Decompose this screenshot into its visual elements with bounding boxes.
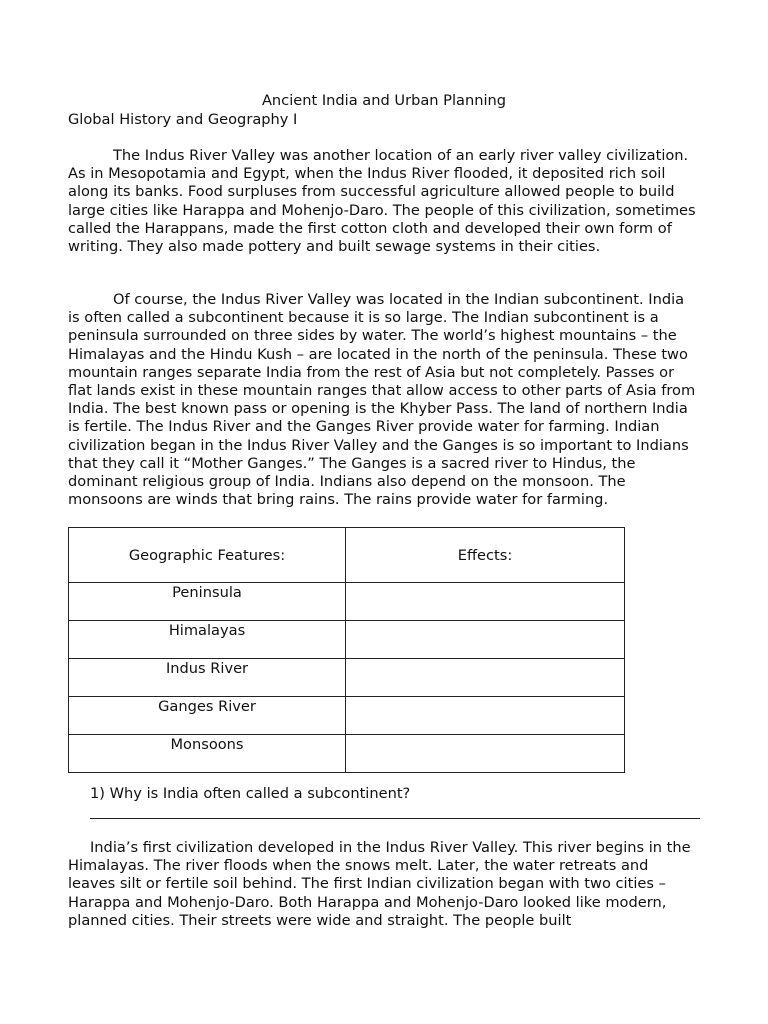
question-1: 1) Why is India often called a subcontinent? bbox=[90, 785, 411, 802]
paragraph-subcontinent bbox=[68, 291, 698, 509]
paragraph-text: The Indus River Valley was another location of an early river valley civilization. As in Mesopotamia and Egypt, when the Indus River flooded, it deposited rich soil along its banks. Food surpluses from successful agriculture allowed people to build large cities like Harappa and Mohenjo-Daro. The people of this civilization, sometimes called the Harappans, made the first cotton cloth and developed their own form of writing. They also made pottery and built sewage systems in their cities. bbox=[68, 147, 696, 256]
effect-cell[interactable] bbox=[346, 621, 625, 659]
effect-cell[interactable] bbox=[346, 697, 625, 735]
feature-cell: Monsoons bbox=[69, 735, 346, 773]
table-row bbox=[69, 735, 625, 773]
feature-cell: Himalayas bbox=[69, 621, 346, 659]
paragraph-first-civilization bbox=[68, 839, 698, 930]
table-row bbox=[69, 659, 625, 697]
table-row bbox=[69, 583, 625, 621]
table-row bbox=[69, 621, 625, 659]
effect-cell[interactable] bbox=[346, 735, 625, 773]
paragraph-text: Of course, the Indus River Valley was located in the Indian subcontinent. India is often called a subcontinent because it is so large. The Indian subcontinent is a peninsula surrounded on three sides by water. The world’s highest mountains – the Himalayas and the Hindu Kush – are located in the north of the peninsula. These two mountain ranges separate India from the rest of Asia but not completely. Passes or flat lands exist in these mountain ranges that allow access to other parts of Asia from India. The best known pass or opening is the Khyber Pass. The land of northern India is fertile. The Indus River and the Ganges River provide water for farming. Indian civilization began in the Indus River Valley and the Ganges is so important to Indians that they call it “Mother Ganges.” The Ganges is a sacred river to Hindus, the dominant religious group of India. Indians also depend on the monsoon. The monsoons are winds that bring rains. The rains provide water for farming. bbox=[68, 291, 696, 509]
header-effects: Effects: bbox=[346, 528, 625, 583]
header-geographic-features: Geographic Features: bbox=[69, 528, 346, 583]
document-title: Ancient India and Urban Planning bbox=[261, 92, 507, 109]
course-name: Global History and Geography I bbox=[68, 111, 298, 128]
paragraph-indus-valley bbox=[68, 147, 698, 256]
feature-cell: Peninsula bbox=[69, 583, 346, 621]
geographic-features-table bbox=[68, 527, 625, 773]
effect-cell[interactable] bbox=[346, 583, 625, 621]
answer-line[interactable] bbox=[90, 818, 700, 819]
table-row bbox=[69, 697, 625, 735]
feature-cell: Indus River bbox=[69, 659, 346, 697]
feature-cell: Ganges River bbox=[69, 697, 346, 735]
effect-cell[interactable] bbox=[346, 659, 625, 697]
paragraph-text: India’s first civilization developed in the Indus River Valley. This river begins in the Himalayas. The river floods when the snows melt. Later, the water retreats and leaves silt or fertile soil behind. The first Indian civilization began with two cities – Harappa and Mohenjo-Daro. Both Harappa and Mohenjo-Daro looked like modern, planned cities. Their streets were wide and straight. The people built bbox=[68, 839, 691, 929]
table-header-row bbox=[69, 528, 625, 583]
